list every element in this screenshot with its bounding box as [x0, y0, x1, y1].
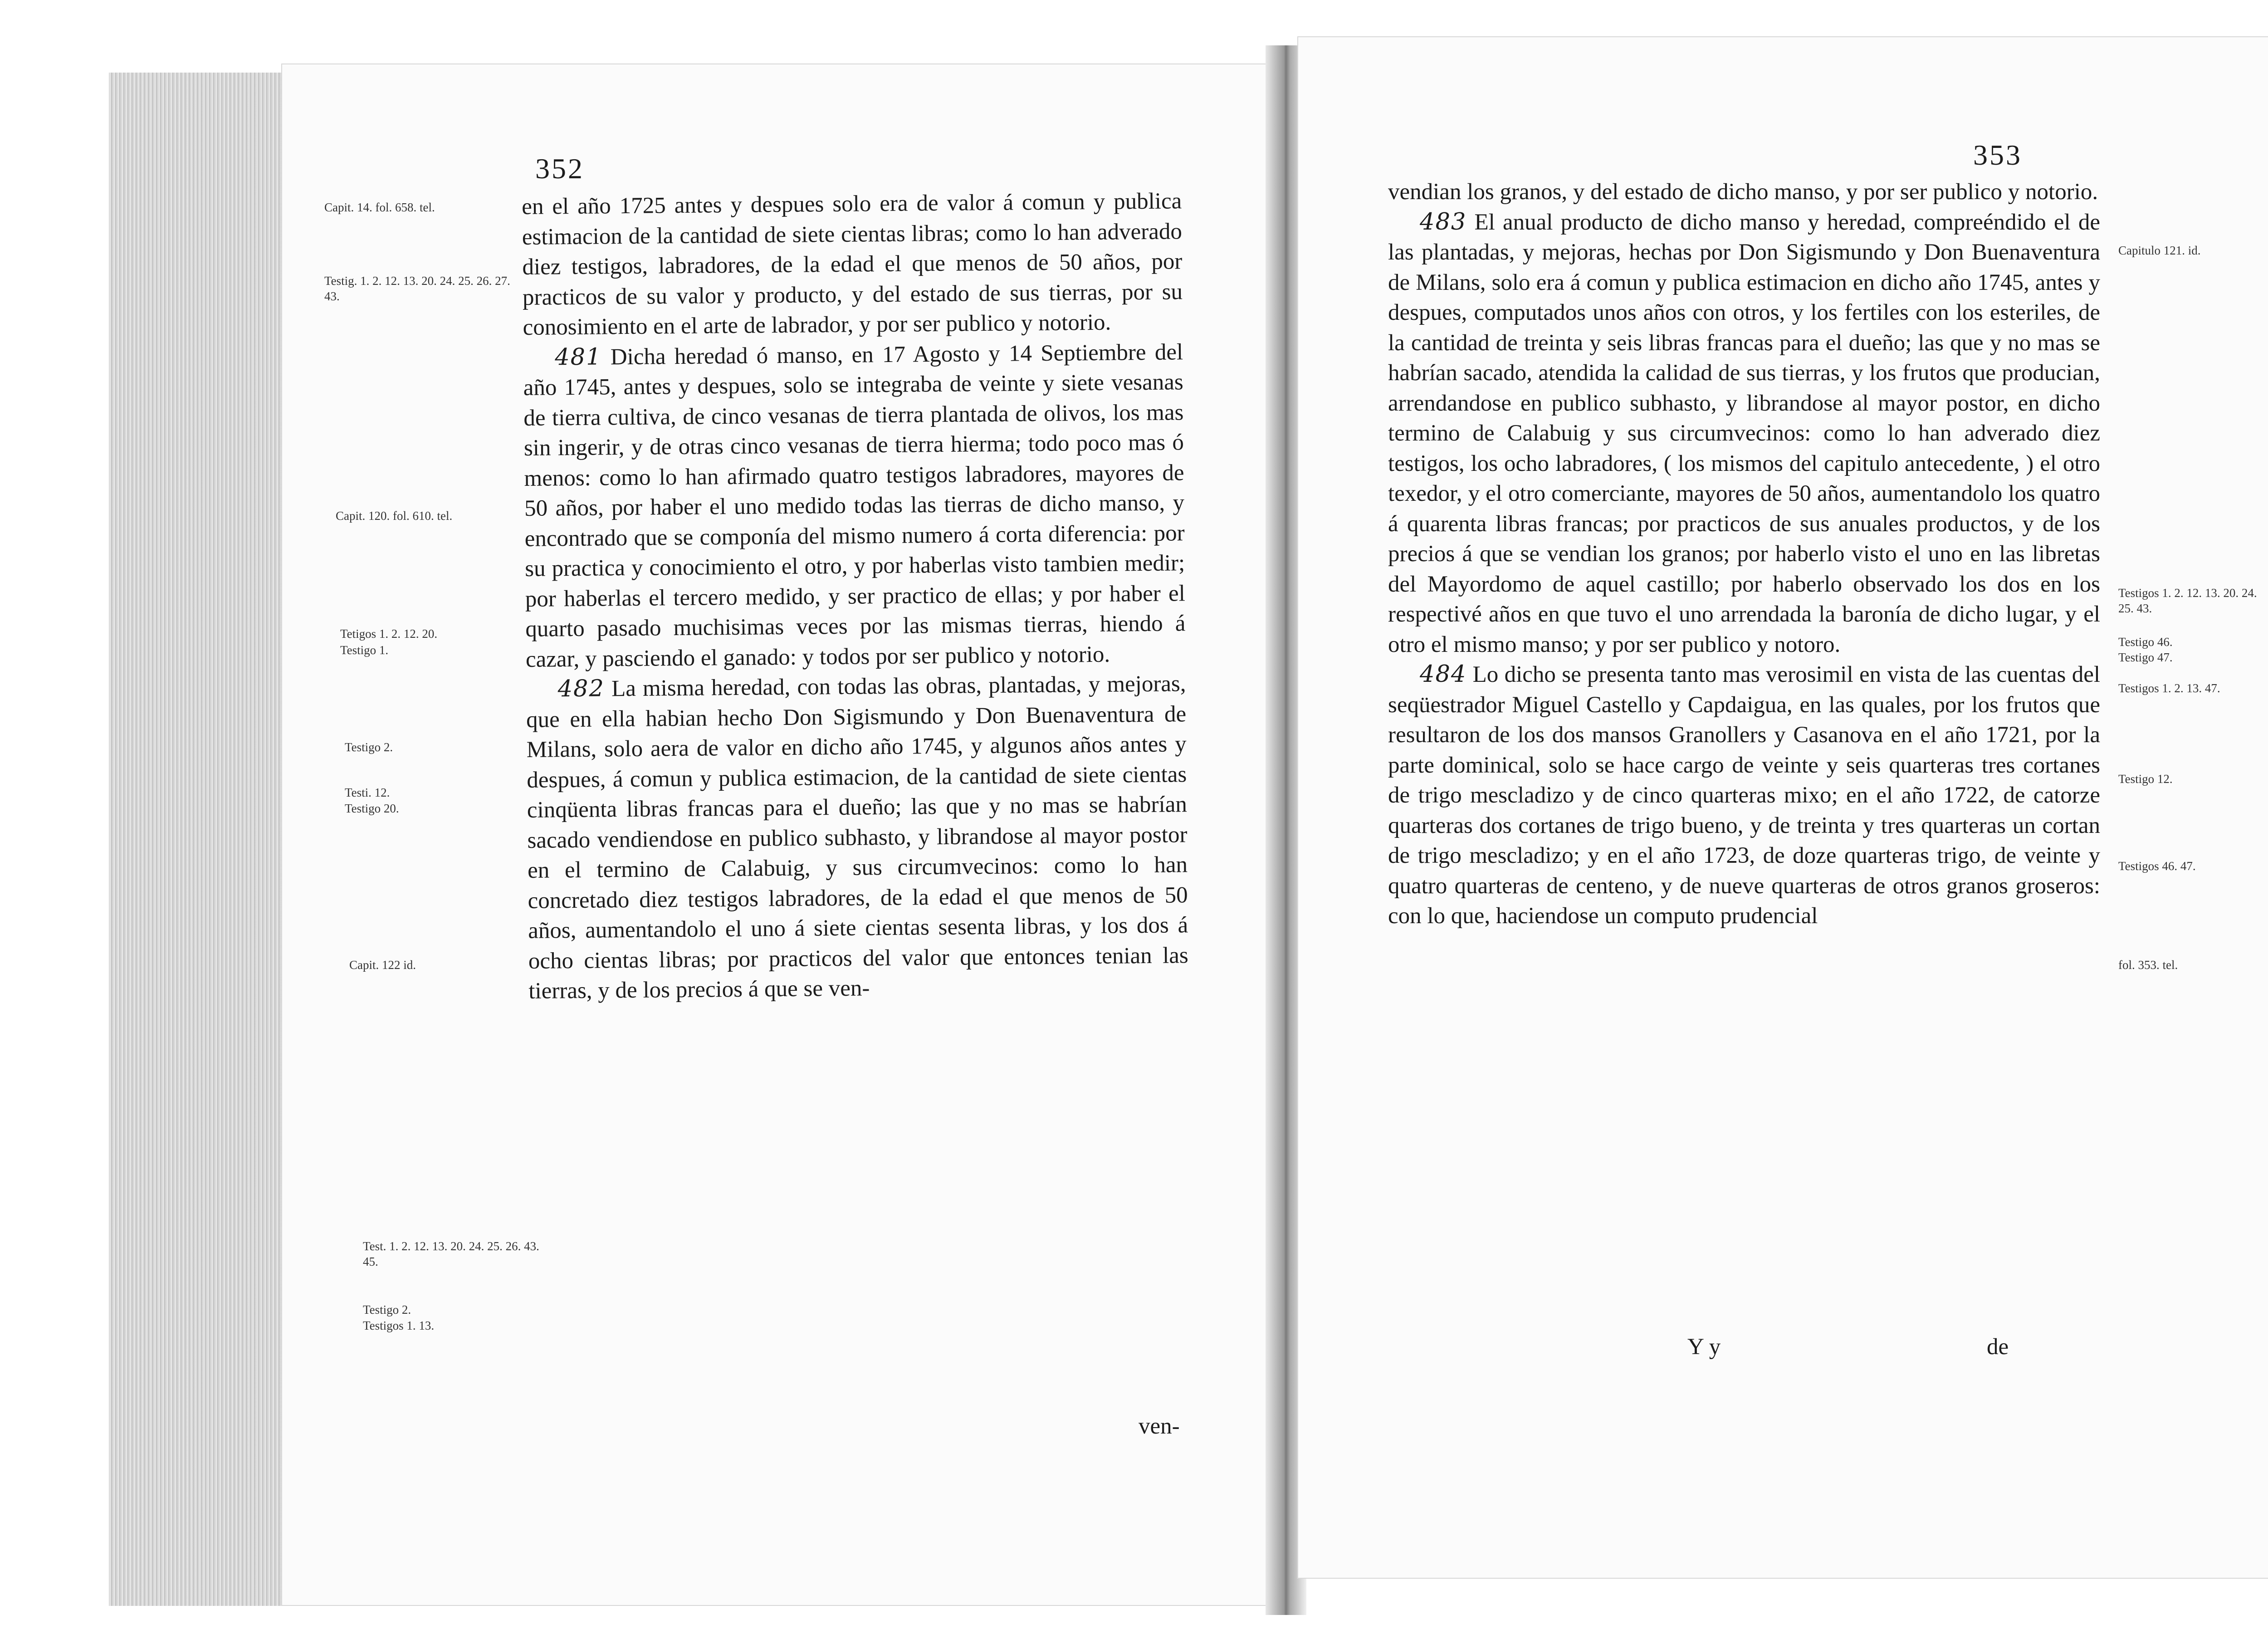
catchword-right: de	[1987, 1334, 2009, 1360]
marginal-note: Capitulo 121. id.	[2118, 244, 2201, 257]
marginal-note: Testigos 1. 2. 13. 47.	[2118, 681, 2220, 695]
left-body-text	[522, 186, 1189, 1006]
right-page	[1297, 36, 2268, 1579]
marginal-note: Tetigos 1. 2. 12. 20.	[340, 627, 438, 641]
paragraph-482: 482 La misma heredad, con todas las obras, plantadas, y mejoras, que en ella habian hecho Don Sigismundo y Don Buenaventura de Milans, solo aera de valor en dicho año 1745, y algunos años antes y despues, á comun y publica estimacion, de la cantidad de siete cientas cinqüenta libras francas para el dueño; las que y no mas se habrían sacado vendiendose en publico subhasto, y librandose al mayor postor en el termino de Calabuig, y sus circumvecinos: como lo han concretado diez testigos labradores, de la edad el que menos de 50 años, aumentandolo el uno á siete cientas sesenta libras, y los dos á ocho cientas libras; por practicos del valor que entonces tenian las tierras, y de los precios á que se ven-	[526, 671, 1188, 1004]
page-number-right: 353	[1973, 139, 2022, 171]
marginal-note: Testigo 1.	[340, 643, 389, 657]
left-page	[281, 64, 1275, 1606]
marginal-note: Testig. 1. 2. 12. 13. 20. 24. 25. 26. 27. 43.	[324, 274, 510, 303]
marginal-note: Test. 1. 2. 12. 13. 20. 24. 25. 26. 43. 45.	[363, 1239, 539, 1268]
marginal-note: Testigo 12.	[2118, 772, 2173, 786]
marginal-note: Capit. 122 id.	[349, 958, 416, 972]
page-number-left: 352	[535, 152, 584, 185]
paragraph-481: 481 Dicha heredad ó manso, en 17 Agosto y 14 Septiembre del año 1745, antes y despues, solo se integraba de veinte y siete vesanas de tierra cultiva, de cinco vesanas de tierra plantada de olivos, los mas sin ingerir, y de otras cinco vesanas de tierra hierma; todo poco mas ó menos: como lo han afirmado quatro testigos labradores, mayores de 50 años, por haber el uno medido todas las tierras de dicho manso, y encontrado que se componía del mismo numero á corta diferencia: por su practica y conocimiento el otro, y por haberlas visto tambien medir; por haberlas el tercero medido, y ser practico de ellas; y por haber el quarto pasado muchisimas veces por las mismas tierras, hiendo á cazar, y pasciendo el ganado: y todos por ser publico y notorio.	[523, 339, 1186, 672]
marginal-note: Testigo 2.	[345, 740, 393, 754]
paragraph-484: 484 Lo dicho se presenta tanto mas verosimil en vista de las cuentas del seqüestrador Miguel Castello y Capdaigua, en las quales, por los frutos que resultaron de los dos mansos Granollers y Casanova en el año 1721, por la parte dominical, solo se hace cargo de veinte y seis quarteras tres cortanes de trigo mescladizo y de cinco quarteras mixo; en el año 1722, de catorze quarteras dos cortanes de trigo bueno, y de treinta y tres quarteras un cortan de trigo mescladizo; y en el año 1723, de doze quarteras trigo, de veinte y quatro quarteras de centeno, y de nueve quarteras de otros granos groseros: con lo que, haciendose un computo prudencial	[1388, 661, 2100, 929]
marginal-note: Testigos 1. 13.	[363, 1319, 435, 1332]
paragraph-continued: en el año 1725 antes y despues solo era de valor á comun y publica estimacion de la cantidad de siete cientas libras; como lo han adverado diez testigos, labradores, de la edad el que menos de 50 años, por practicos de su valor y producto, y del estado de sus tierras, por su conosimiento en el arte de labrador, y por ser publico y notorio.	[522, 188, 1183, 340]
marginal-note: Testigo 2.	[363, 1303, 411, 1316]
right-body-text	[1388, 177, 2100, 931]
left-page-edges	[109, 73, 290, 1606]
catchword-left: ven-	[1139, 1414, 1180, 1439]
marginal-note: Testigo 47.	[2118, 651, 2173, 664]
marginal-note: Testigo 20.	[345, 802, 399, 815]
signature-mark: Y y	[1687, 1334, 1721, 1360]
paragraph-continued: vendian los granos, y del estado de dicho manso, y por ser publico y notorio.	[1388, 179, 2098, 205]
marginal-note: Capit. 14. fol. 658. tel.	[324, 201, 435, 214]
marginal-note: Capit. 120. fol. 610. tel.	[336, 509, 453, 523]
marginal-note: Testigos 46. 47.	[2118, 859, 2196, 873]
marginal-note: fol. 353. tel.	[2118, 958, 2178, 972]
marginal-note: Testi. 12.	[345, 786, 390, 799]
marginal-note: Testigo 46.	[2118, 635, 2173, 649]
marginal-note: Testigos 1. 2. 12. 13. 20. 24. 25. 43.	[2118, 586, 2257, 615]
paragraph-483: 483 El anual producto de dicho manso y heredad, compreéndido el de las plantadas, y mejoras, hechas por Don Sigismundo y Don Buenaventura de Milans, solo era á comun y publica estimacion en dicho año 1745, antes y despues, computados unos años con otros, y los fertiles con los esteriles, de la cantidad de treinta y seis libras francas para el dueño; las que y no mas se habrían sacado, atendida la calidad de sus tierras, y los frutos que producian, arrendandose en publico subhasto, y librandose al mayor postor, en dicho termino de Calabuig y sus circumvecinos: como lo han adverado diez testigos, los ocho labradores, ( los mismos del capitulo antecedente, ) el otro texedor, y el otro comerciante, mayores de 50 años, aumentandolo los quatro á quarenta libras francas; por practicos de sus anuales productos, y de los precios á que se vendian los granos; por haberlo visto el uno en las libretas del Mayordomo de aquel castillo; por haberlo observado los dos en los respectivé años en que tuvo el uno arrendada la baronía de dicho lugar, y el otro el mismo manso; y por ser publico y notoro.	[1388, 208, 2100, 657]
